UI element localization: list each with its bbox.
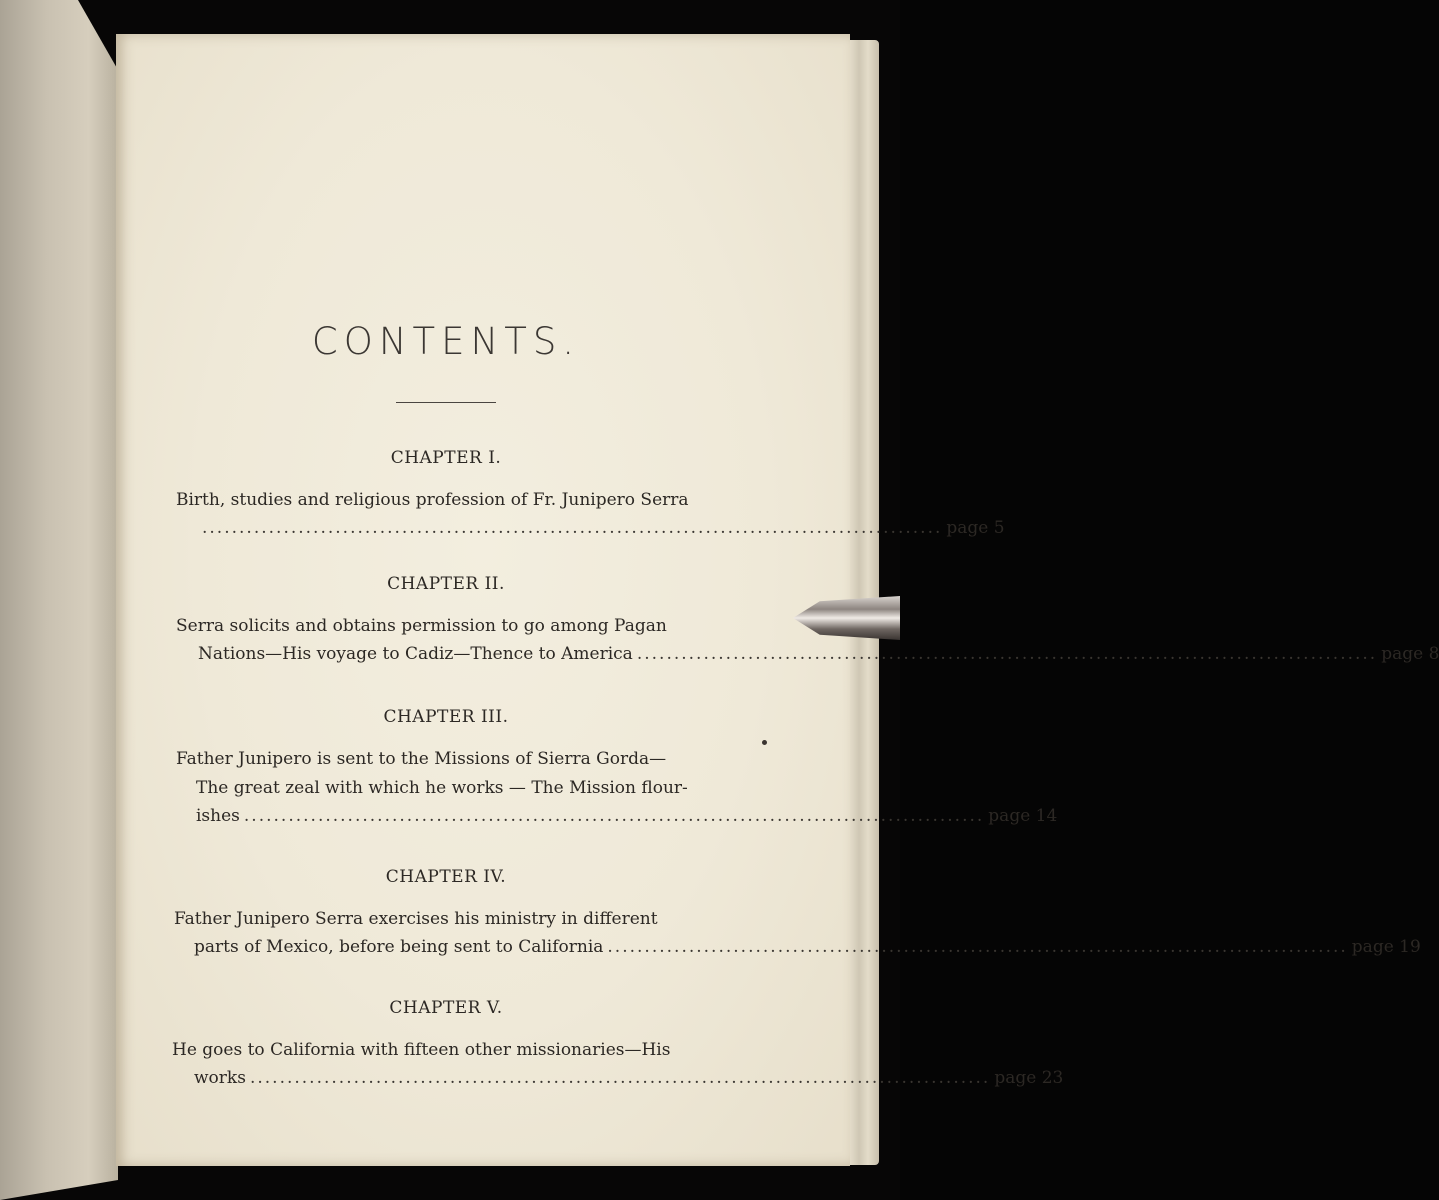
page-number: page 5 xyxy=(946,518,1005,538)
dot-leader: .................................................................................................... xyxy=(243,806,985,826)
chapter-description: The great zeal with which he works — The Mission flour- xyxy=(196,778,688,798)
chapter-heading: CHAPTER II. xyxy=(387,574,505,594)
chapter-description-end: ishes xyxy=(196,806,240,826)
chapter-page-line xyxy=(198,518,1005,538)
chapter-heading: CHAPTER IV. xyxy=(385,867,507,887)
chapter-description: Birth, studies and religious profession of Fr. Junipero Serra xyxy=(176,490,689,510)
page-number: page 23 xyxy=(994,1068,1064,1088)
chapter-page-line xyxy=(194,1068,1064,1088)
page-number: page 14 xyxy=(988,806,1058,826)
dot-leader: .................................................................................................... xyxy=(249,1068,991,1088)
page-title: CONTENTS. xyxy=(311,320,581,363)
book-page xyxy=(116,34,1439,1166)
book-cover-left xyxy=(0,0,118,1200)
chapter-description: Father Junipero is sent to the Missions of Sierra Gorda— xyxy=(176,749,667,769)
page-number: page 19 xyxy=(1351,937,1421,957)
chapter-description-end: Nations—His voyage to Cadiz—Thence to America xyxy=(198,644,633,664)
chapter-page-line xyxy=(196,806,1058,826)
chapter-description-end: works xyxy=(194,1068,246,1088)
dot-leader: .................................................................................................... xyxy=(636,644,1378,664)
chapter-heading: CHAPTER I. xyxy=(390,448,502,468)
chapter-description: Serra solicits and obtains permission to go among Pagan xyxy=(176,616,667,636)
title-divider xyxy=(396,402,496,403)
chapter-page-line xyxy=(198,644,1439,664)
chapter-heading: CHAPTER III. xyxy=(383,707,509,727)
dot-leader: .................................................................................................... xyxy=(202,518,943,538)
dot-leader: .................................................................................................... xyxy=(607,937,1348,957)
chapter-description: He goes to California with fifteen other missionaries—His xyxy=(172,1040,671,1060)
ink-speck xyxy=(762,740,767,745)
chapter-description-end: parts of Mexico, before being sent to California xyxy=(194,937,604,957)
page-number: page 8 xyxy=(1381,644,1439,664)
chapter-page-line xyxy=(194,937,1421,957)
chapter-description: Father Junipero Serra exercises his ministry in different xyxy=(174,909,658,929)
chapter-heading: CHAPTER V. xyxy=(389,998,503,1018)
